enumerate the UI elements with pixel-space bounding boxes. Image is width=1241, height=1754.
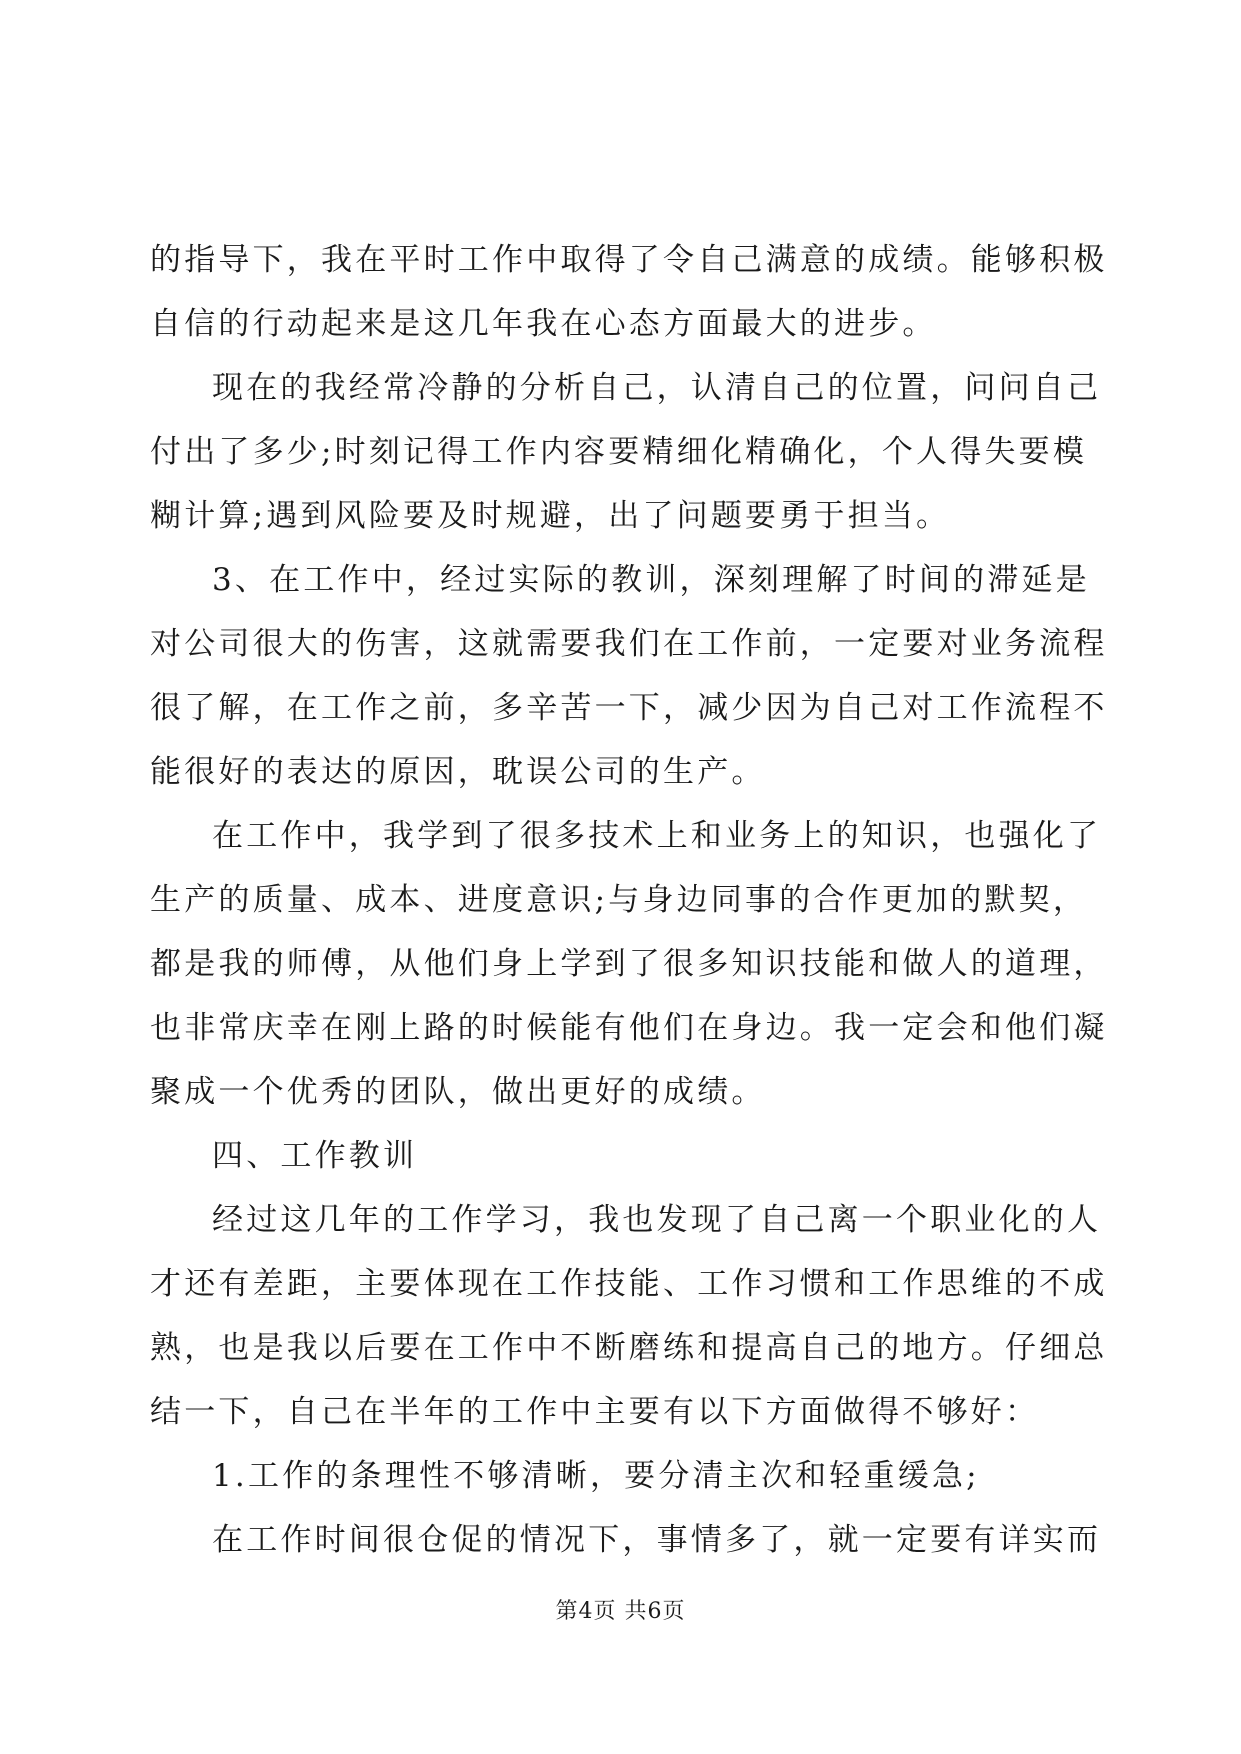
text-line: 在工作时间很仓促的情况下，事情多了，就一定要有详实而 — [212, 1522, 1102, 1558]
section-heading: 四、工作教训 — [212, 1138, 418, 1174]
text-line: 能很好的表达的原因，耽误公司的生产。 — [150, 754, 766, 790]
body-text — [150, 228, 1108, 1572]
text-line: 自信的行动起来是这几年我在心态方面最大的进步。 — [150, 306, 937, 342]
page-footer: 第4页 共6页 — [555, 1599, 686, 1624]
text-line: 很了解，在工作之前，多辛苦一下，减少因为自己对工作流程不 — [150, 690, 1108, 726]
text-line: 现在的我经常冷静的分析自己，认清自己的位置，问问自己 — [212, 370, 1102, 406]
text-line: 熟，也是我以后要在工作中不断磨练和提高自己的地方。仔细总 — [150, 1330, 1108, 1366]
text-line: 的指导下，我在平时工作中取得了令自己满意的成绩。能够积极 — [150, 242, 1108, 278]
text-line: 对公司很大的伤害，这就需要我们在工作前，一定要对业务流程 — [150, 626, 1108, 662]
text-line: 结一下，自己在半年的工作中主要有以下方面做得不够好： — [150, 1394, 1040, 1430]
text-line: 在工作中，我学到了很多技术上和业务上的知识，也强化了 — [212, 818, 1102, 854]
text-line: 经过这几年的工作学习，我也发现了自己离一个职业化的人 — [212, 1202, 1102, 1238]
text-line: 付出了多少;时刻记得工作内容要精细化精确化，个人得失要模 — [150, 434, 1088, 470]
text-line: 糊计算;遇到风险要及时规避，出了问题要勇于担当。 — [150, 498, 951, 534]
text-line: 也非常庆幸在刚上路的时候能有他们在身边。我一定会和他们凝 — [150, 1010, 1108, 1046]
text-line: 聚成一个优秀的团队，做出更好的成绩。 — [150, 1074, 766, 1110]
text-line: 生产的质量、成本、进度意识;与身边同事的合作更加的默契， — [150, 882, 1088, 918]
text-line: 都是我的师傅，从他们身上学到了很多知识技能和做人的道理， — [150, 946, 1108, 982]
text-line: 1.工作的条理性不够清晰，要分清主次和轻重缓急; — [212, 1458, 980, 1494]
text-line: 才还有差距，主要体现在工作技能、工作习惯和工作思维的不成 — [150, 1266, 1108, 1302]
text-line: 3、在工作中，经过实际的教训，深刻理解了时间的滞延是 — [212, 562, 1090, 598]
